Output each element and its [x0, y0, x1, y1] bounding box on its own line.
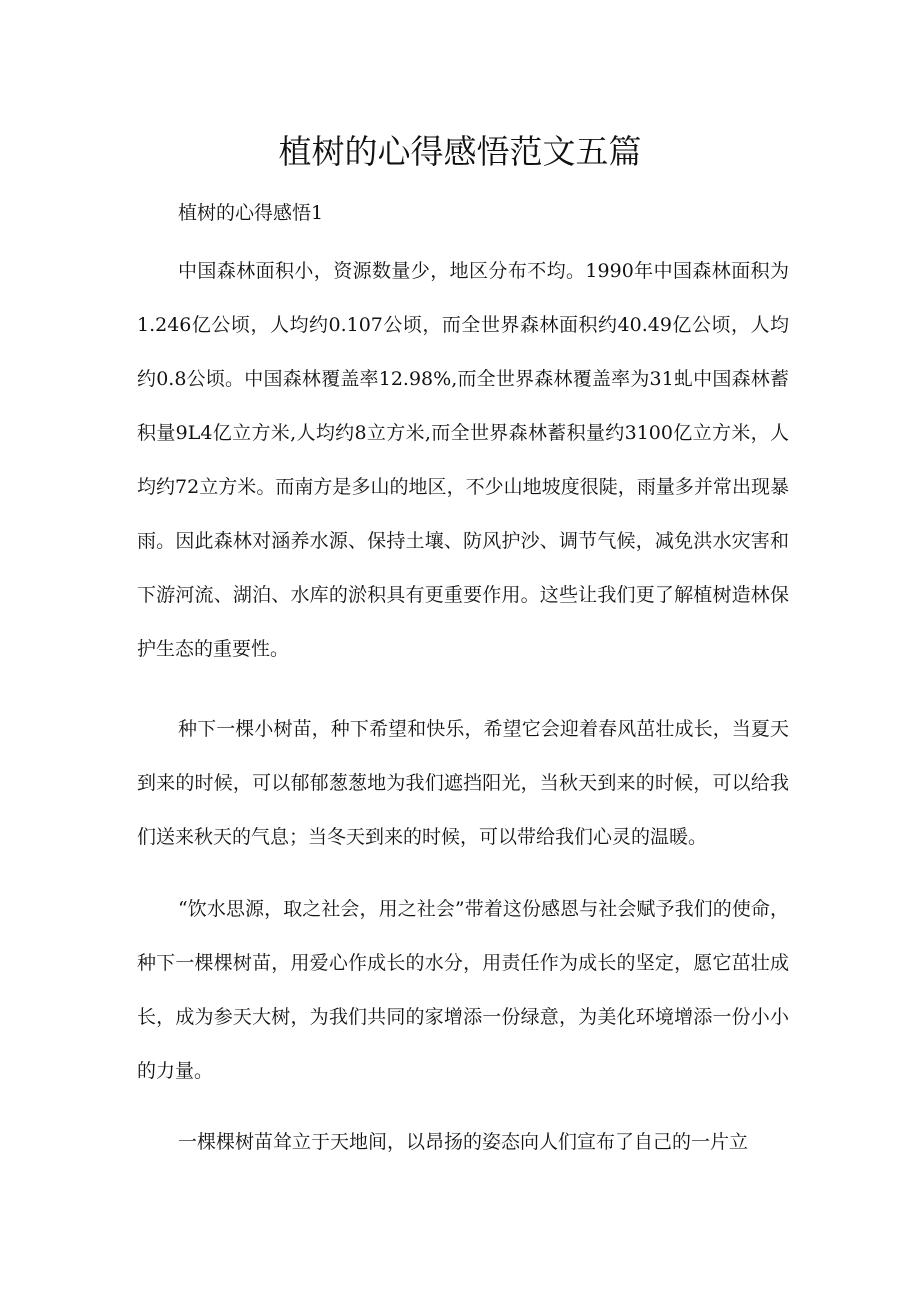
paragraph-2: 种下一棵小树苗，种下希望和快乐，希望它会迎着春风茁壮成长，当夏天到来的时候，可以郁郁葱葱地为我们遮挡阳光，当秋天到来的时候，可以给我们送来秋天的气息；当冬天到来的时候，可以带给我们心灵的温暖。 — [137, 718, 789, 848]
paragraph-1: 中国森林面积小，资源数量少，地区分布不均。1990年中国森林面积为1.246亿公顷，人均约0.107公顷，而全世界森林面积约40.49亿公顷，人均约0.8公顷。中国森林覆盖率12.98%,而全世界森林覆盖率为31虬中国森林蓄积量9L4亿立方米,人均约8立方米,而全世界森林蓄积量约3100亿立方米，人均约72立方米。而南方是多山的地区，不少山地坡度很陡，雨量多并常出现暴雨。因此森林对涵养水源、保持土壤、防风护沙、调节气候，减免洪水灾害和下游河流、湖泊、水库的淤积具有更重要作用。这些让我们更了解植树造林保护生态的重要性。 — [137, 260, 789, 660]
paragraph-3: “饮水思源，取之社会，用之社会”带着这份感恩与社会赋予我们的使命，种下一棵棵树苗，用爱心作成长的水分，用责任作为成长的坚定，愿它茁壮成长，成为参天大树，为我们共同的家增添一份绿意，为美化环境增添一份小小的力量。 — [137, 898, 789, 1082]
section-heading: 植树的心得感悟1 — [178, 202, 324, 224]
document-title: 植树的心得感悟范文五篇 — [278, 132, 642, 171]
paragraph-4: 一棵棵树苗耸立于天地间，以昂扬的姿态向人们宣布了自己的一片立 — [178, 1131, 749, 1153]
